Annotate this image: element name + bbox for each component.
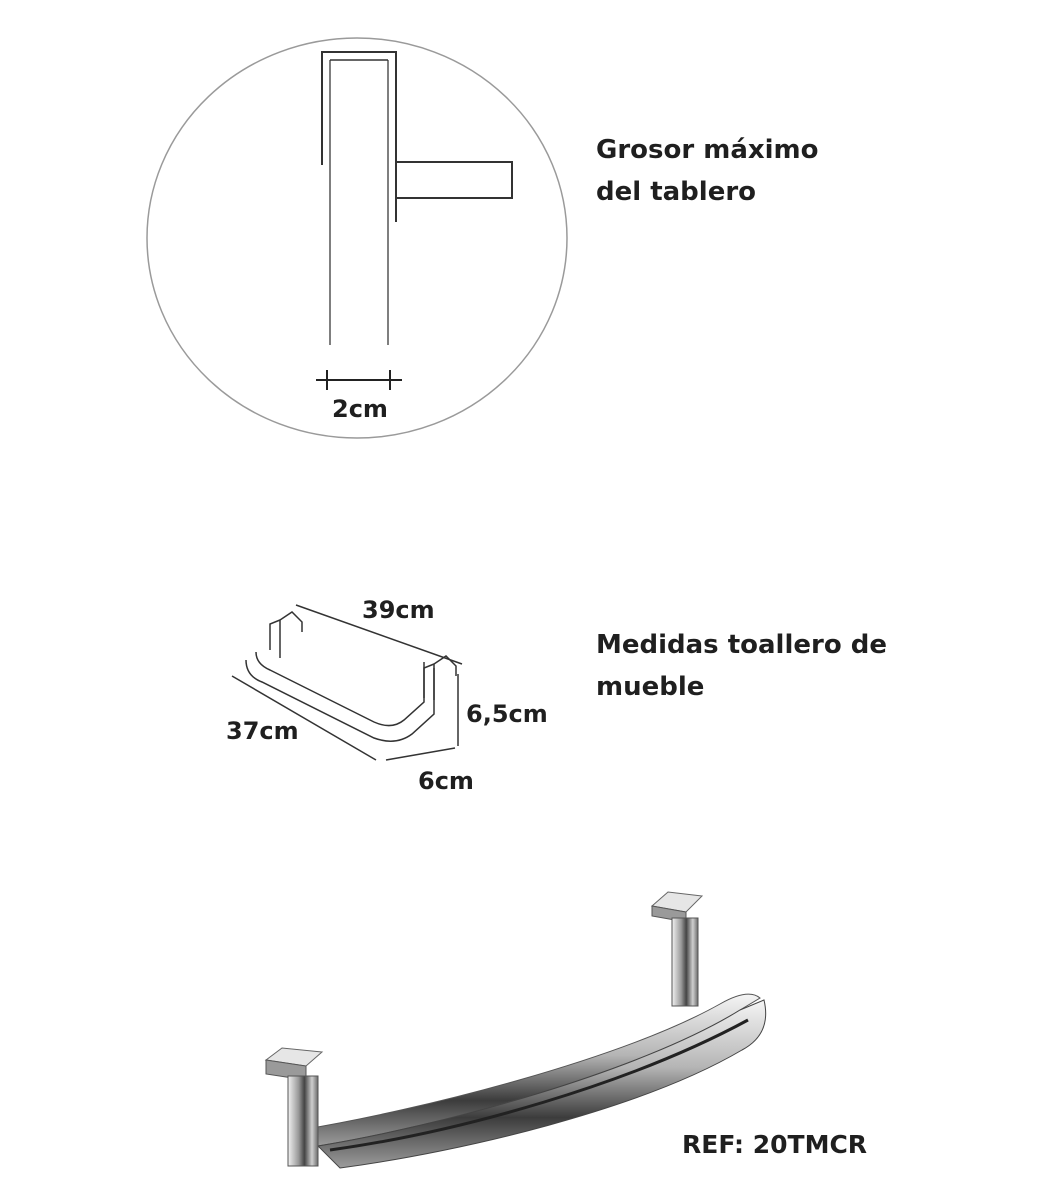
- right-hook-side: [424, 664, 434, 698]
- right-hook-outline: [434, 656, 456, 700]
- left-hook-side: [270, 620, 280, 650]
- depth-label: 6cm: [418, 767, 474, 795]
- towel-bar-section: [396, 162, 512, 198]
- length-top-label: 39cm: [362, 596, 435, 624]
- length-front-label: 37cm: [226, 717, 299, 745]
- towel-bar-render: [266, 892, 766, 1168]
- product-reference: REF: 20TMCR: [682, 1130, 868, 1159]
- rail-outline-inner: [256, 652, 424, 726]
- height-label: 6,5cm: [466, 700, 548, 728]
- thickness-caption-line2: del tablero: [596, 177, 757, 207]
- board-width-label: 2cm: [332, 395, 388, 423]
- dimensions-caption-line1: Medidas toallero de: [596, 630, 887, 660]
- dimensions-caption-line2: mueble: [596, 672, 705, 702]
- bracket-hook: [322, 52, 396, 222]
- thickness-caption-line1: Grosor máximo: [596, 135, 819, 165]
- thickness-detail-diagram: [147, 38, 567, 438]
- detail-circle: [147, 38, 567, 438]
- dim-line-depth: [386, 748, 455, 760]
- right-hook-post: [672, 918, 698, 1006]
- left-hook-post: [288, 1076, 318, 1166]
- left-hook-outline: [280, 612, 302, 658]
